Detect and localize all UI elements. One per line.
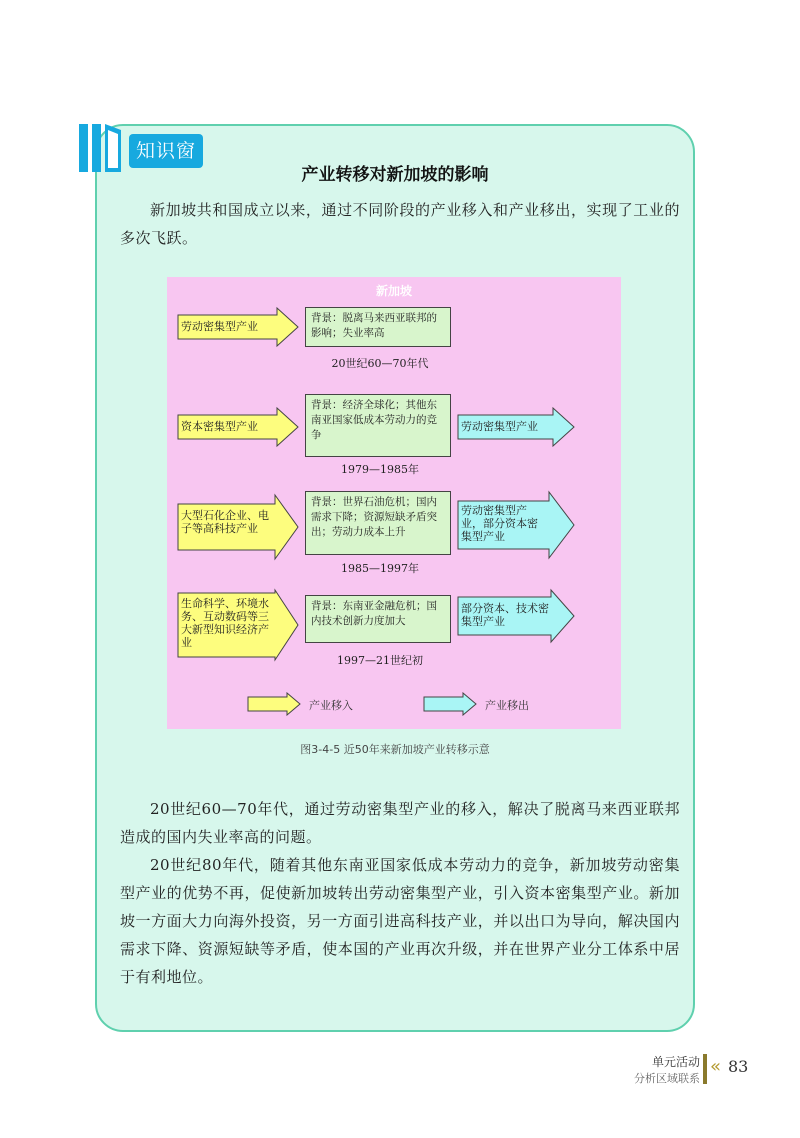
stage-1-in-arrow	[177, 307, 299, 347]
stage-1-in-label: 劳动密集型产业	[181, 320, 258, 333]
footer-divider	[703, 1054, 707, 1084]
diagram-title: 新加坡	[375, 284, 412, 298]
stage-3-period: 1985—1997年	[341, 562, 419, 575]
section-title: 产业转移对新加坡的影响	[301, 165, 489, 185]
stage-4-in-label: 生命科学、环境水务、互动数码等三大新型知识经济产业	[181, 597, 269, 649]
stage-1-background: 背景：脱离马来西亚联邦的影响；失业率高	[305, 307, 451, 347]
legend-out-arrow	[423, 692, 477, 716]
stage-1-period: 20世纪60—70年代	[331, 357, 429, 370]
legend-in-label: 产业移入	[309, 699, 353, 712]
stage-3-out-arrow	[457, 491, 575, 559]
stage-2-in-arrow	[177, 407, 299, 447]
stage-4-out-arrow	[457, 589, 575, 643]
body-paragraph-1: 20世纪60—70年代，通过劳动密集型产业的移入，解决了脱离马来西亚联邦造成的国内失业率高的问题。	[120, 800, 680, 846]
stage-2-out-arrow	[457, 407, 575, 447]
intro-paragraph: 新加坡共和国成立以来，通过不同阶段的产业移入和产业移出，实现了工业的多次飞跃。	[120, 201, 680, 247]
stage-4-period: 1997—21世纪初	[337, 654, 423, 667]
knowledge-window-label: 知识窗	[129, 134, 203, 168]
footer-unit-subtitle: 分析区域联系	[634, 1072, 700, 1085]
stage-3-background: 背景：世界石油危机；国内需求下降；资源短缺矛盾突出；劳动力成本上升	[305, 491, 451, 555]
footer-unit-title: 单元活动	[651, 1055, 700, 1069]
stage-2-background: 背景：经济全球化；其他东南亚国家低成本劳动力的竞争	[305, 394, 451, 457]
body-paragraph-2: 20世纪80年代，随着其他东南亚国家低成本劳动力的竞争，新加坡劳动密集型产业的优势不再，促使新加坡转出劳动密集型产业，引入资本密集型产业。新加坡一方面大力向海外投资，另一方面引进高科技产业，并以出口为导向，解决国内需求下降、资源短缺等矛盾，使本国的产业再次升级，并在世界产业分工体系中居于有利地位。	[120, 856, 680, 986]
stage-3-in-label: 大型石化企业、电子等高科技产业	[181, 509, 269, 535]
stage-3-in-arrow	[177, 494, 299, 560]
legend-out-label: 产业移出	[485, 699, 529, 712]
industry-transfer-diagram	[167, 277, 621, 729]
stage-2-in-label: 资本密集型产业	[181, 420, 258, 433]
stage-4-in-arrow	[177, 589, 299, 661]
stage-3-out-label: 劳动密集型产业，部分资本密集型产业	[461, 504, 538, 543]
page-number: 83	[728, 1057, 749, 1076]
chevron-left-icon: «	[710, 1056, 722, 1077]
stage-4-out-label: 部分资本、技术密集型产业	[461, 602, 549, 628]
stage-2-out-label: 劳动密集型产业	[461, 420, 538, 433]
stage-4-background: 背景：东南亚金融危机；国内技术创新力度加大	[305, 595, 451, 643]
legend-in-arrow	[247, 692, 301, 716]
stage-2-period: 1979—1985年	[341, 463, 419, 476]
figure-caption: 图3-4-5 近50年来新加坡产业转移示意	[300, 743, 490, 756]
